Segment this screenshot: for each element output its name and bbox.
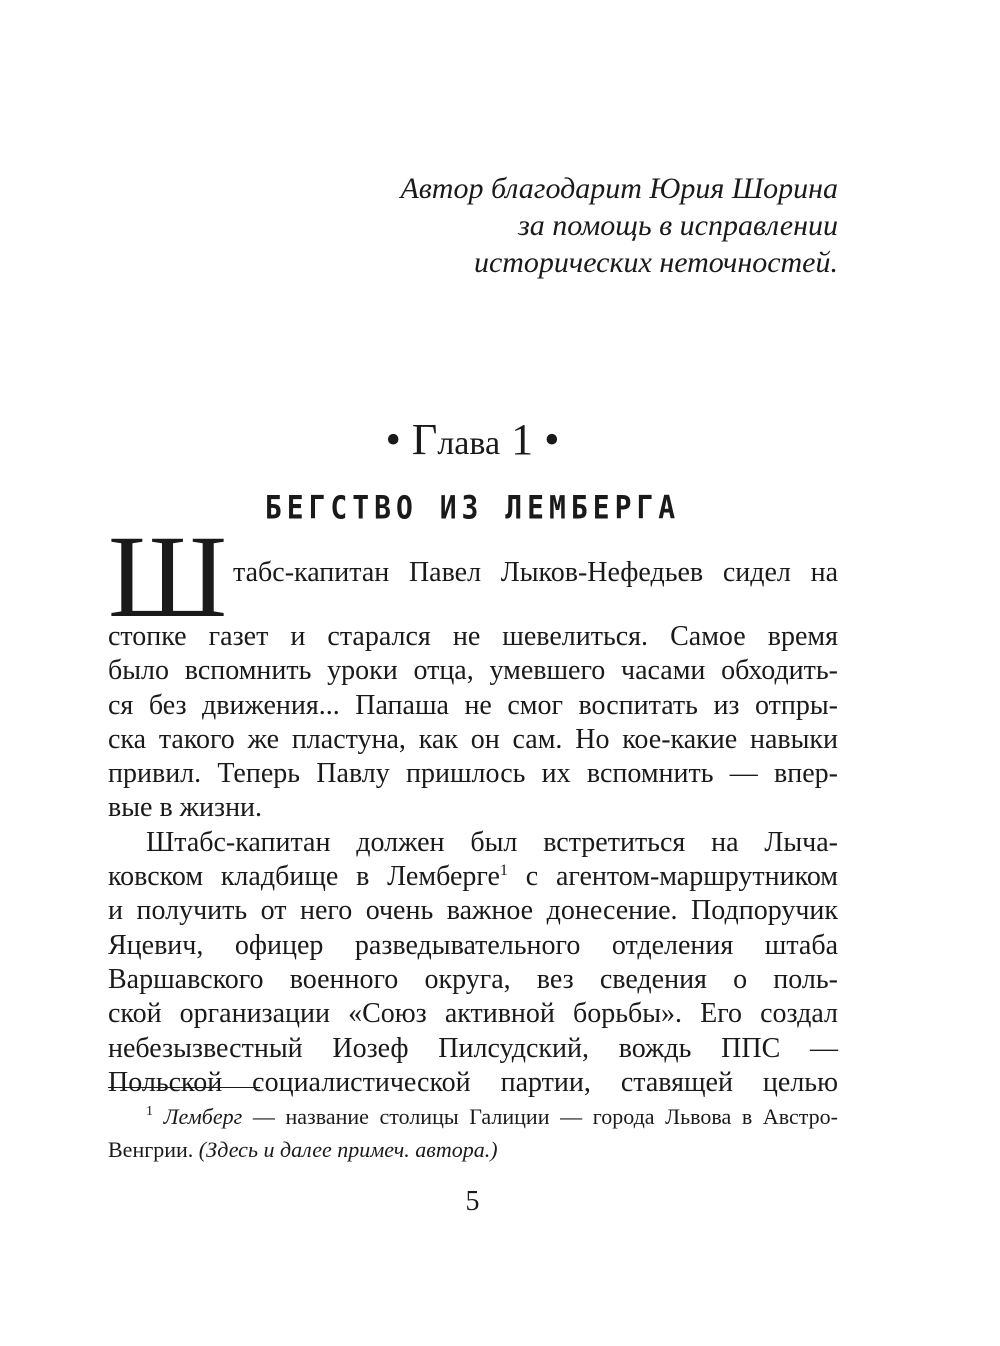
- text-line: Польской социалистической партии, ставящей целью: [108, 1066, 838, 1098]
- chapter-title-initial: Г: [411, 415, 438, 464]
- footnote-text: Венгрии.: [108, 1137, 199, 1162]
- text-line: вые в жизни.: [108, 792, 263, 824]
- epigraph-line: за помощь в исправлении: [518, 209, 838, 242]
- text-line: [108, 860, 838, 894]
- text-line: ской организации «Союз активной борьбы». Его создал: [108, 998, 838, 1030]
- text-line: Штабс-капитан должен был встретиться на Лыча-: [146, 826, 838, 858]
- text-segment: ковском кладбище в Лемберге: [108, 861, 500, 893]
- footnote: [108, 1100, 838, 1166]
- footnote-rule: [108, 1087, 260, 1088]
- text-line: Яцевич, офицер разведывательного отделения штаба: [108, 929, 838, 961]
- footnote-note: (Здесь и далее примеч. автора.): [198, 1137, 498, 1162]
- footnote-text: — название столицы Галиции — города Львова в Австро-: [242, 1104, 838, 1129]
- epigraph-line: Автор благодарит Юрия Шорина: [400, 172, 838, 205]
- chapter-title-rest: лава: [437, 425, 501, 462]
- text-line: было вспомнить уроки отца, умевшего часами обходить-: [108, 655, 838, 687]
- text-line: ска такого же пластуна, как он сам. Но кое-какие навыки: [108, 723, 838, 755]
- chapter-subtitle: БЕГСТВО ИЗ ЛЕМБЕРГА: [264, 488, 681, 527]
- footnote-term: Лемберг: [163, 1104, 243, 1129]
- chapter-heading: [0, 412, 945, 472]
- text-line: Варшавского военного округа, вез сведения о поль-: [108, 963, 838, 995]
- footnote-ref: 1: [499, 862, 508, 880]
- epigraph: [278, 170, 838, 281]
- drop-cap: Ш: [108, 511, 228, 642]
- text-segment: с агентом-маршрутником: [507, 861, 839, 893]
- text-line: табс-капитан Павел Лыков-Нефедьев сидел на: [233, 557, 838, 589]
- text-line: привил. Теперь Павлу пришлось их вспомнить — впер-: [108, 758, 838, 790]
- footnote-line: [108, 1133, 838, 1166]
- text-line: ся без движения... Папаша не смог воспитать из отпры-: [108, 689, 838, 721]
- chapter-title: [412, 415, 500, 464]
- text-line: небезызвестный Иозеф Пилсудский, вождь ППС —: [108, 1032, 838, 1064]
- page-number: 5: [465, 1186, 480, 1217]
- footnote-marker: 1: [146, 1104, 153, 1119]
- text-line: и получить от него очень важное донесение. Подпоручик: [108, 895, 838, 927]
- body-text: [108, 511, 839, 1100]
- text-line: стопке газет и старался не шевелиться. Самое время: [108, 621, 838, 652]
- epigraph-line: исторических неточностей.: [473, 246, 838, 279]
- chapter-number: 1: [511, 415, 534, 464]
- footnote-line: [108, 1100, 838, 1133]
- bullet-right: •: [544, 415, 560, 464]
- bullet-left: •: [385, 415, 401, 464]
